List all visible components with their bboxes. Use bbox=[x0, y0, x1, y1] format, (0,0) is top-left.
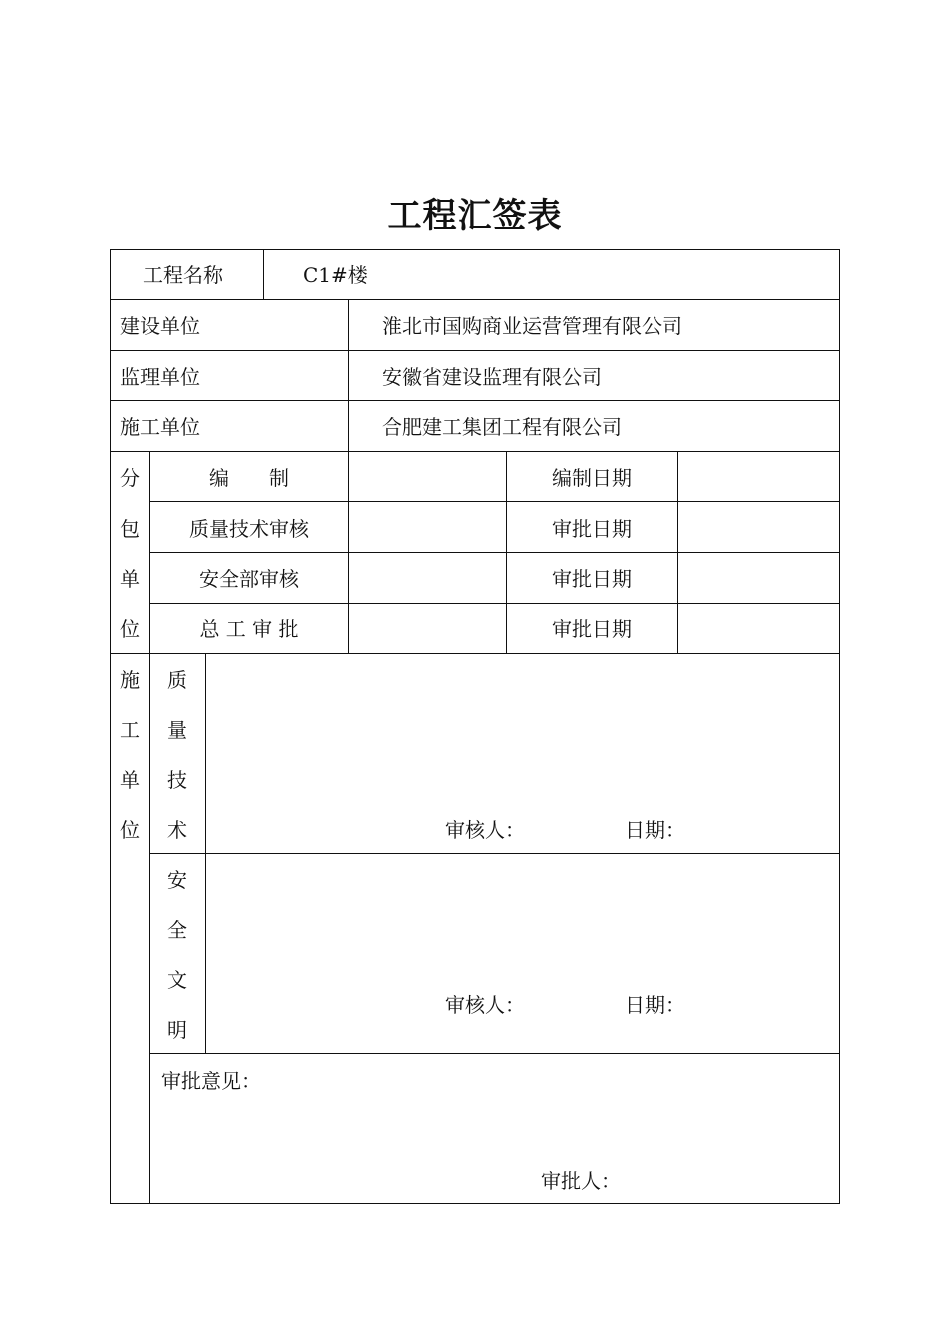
supervision-unit-label: 监理单位 bbox=[120, 365, 200, 389]
project-name-value: C1#楼 bbox=[303, 263, 368, 287]
sign-off-form bbox=[110, 249, 840, 1204]
safety-label-char: 安 bbox=[167, 868, 187, 892]
quality-date-label: 日期： bbox=[625, 818, 685, 842]
safety-review-date-label: 审批日期 bbox=[552, 567, 632, 591]
quality-label-char: 质 bbox=[167, 668, 187, 692]
rule bbox=[205, 653, 206, 1053]
construction-side-char: 单 bbox=[120, 768, 140, 792]
owner-unit-value: 淮北市国购商业运营管理有限公司 bbox=[382, 314, 682, 338]
contractor-unit-value: 合肥建工集团工程有限公司 bbox=[382, 415, 622, 439]
rule bbox=[110, 350, 840, 351]
project-name-label: 工程名称 bbox=[143, 263, 223, 287]
rule bbox=[110, 299, 840, 300]
contractor-unit-label: 施工单位 bbox=[120, 415, 200, 439]
rule bbox=[149, 1053, 840, 1054]
rule bbox=[110, 400, 840, 401]
owner-unit-label: 建设单位 bbox=[120, 314, 200, 338]
compile-date-label: 编制日期 bbox=[552, 466, 632, 490]
rule bbox=[149, 451, 150, 1203]
construction-side-char: 施 bbox=[120, 668, 140, 692]
rule bbox=[149, 552, 840, 553]
rule bbox=[149, 603, 840, 604]
rule bbox=[110, 653, 840, 654]
safety-date-label: 日期： bbox=[625, 993, 685, 1017]
approval-opinion-label: 审批意见： bbox=[161, 1069, 261, 1093]
construction-side-char: 工 bbox=[120, 718, 140, 742]
rule bbox=[149, 501, 840, 502]
subcontract-side-char: 包 bbox=[120, 517, 140, 541]
quality-label-char: 术 bbox=[167, 818, 187, 842]
rule bbox=[110, 451, 840, 452]
quality-reviewer-label: 审核人： bbox=[445, 818, 525, 842]
border-right bbox=[839, 249, 840, 1204]
rule bbox=[677, 451, 678, 653]
border-left bbox=[110, 249, 111, 1204]
supervision-unit-value: 安徽省建设监理有限公司 bbox=[382, 365, 602, 389]
construction-side-char: 位 bbox=[120, 818, 140, 842]
rule bbox=[263, 249, 264, 299]
rule bbox=[348, 299, 349, 653]
approver-label: 审批人： bbox=[541, 1169, 621, 1193]
page-title: 工程汇签表 bbox=[387, 196, 563, 236]
safety-label-char: 明 bbox=[167, 1018, 187, 1042]
chief-approval-date-label: 审批日期 bbox=[552, 617, 632, 641]
border-top bbox=[110, 249, 840, 250]
subcontract-side-char: 位 bbox=[120, 617, 140, 641]
subcontract-side-char: 分 bbox=[120, 466, 140, 490]
safety-review-label: 安全部审核 bbox=[199, 567, 299, 591]
safety-label-char: 文 bbox=[167, 968, 187, 992]
quality-label-char: 技 bbox=[167, 768, 187, 792]
chief-approval-label: 总 工 审 批 bbox=[199, 617, 299, 641]
subcontract-side-char: 单 bbox=[120, 567, 140, 591]
quality-label-char: 量 bbox=[167, 718, 187, 742]
safety-reviewer-label: 审核人： bbox=[445, 993, 525, 1017]
quality-review-label: 质量技术审核 bbox=[189, 517, 309, 541]
quality-review-date-label: 审批日期 bbox=[552, 517, 632, 541]
rule bbox=[149, 853, 840, 854]
border-bottom bbox=[110, 1203, 840, 1204]
safety-label-char: 全 bbox=[167, 918, 187, 942]
compile-label: 编 制 bbox=[209, 466, 289, 490]
